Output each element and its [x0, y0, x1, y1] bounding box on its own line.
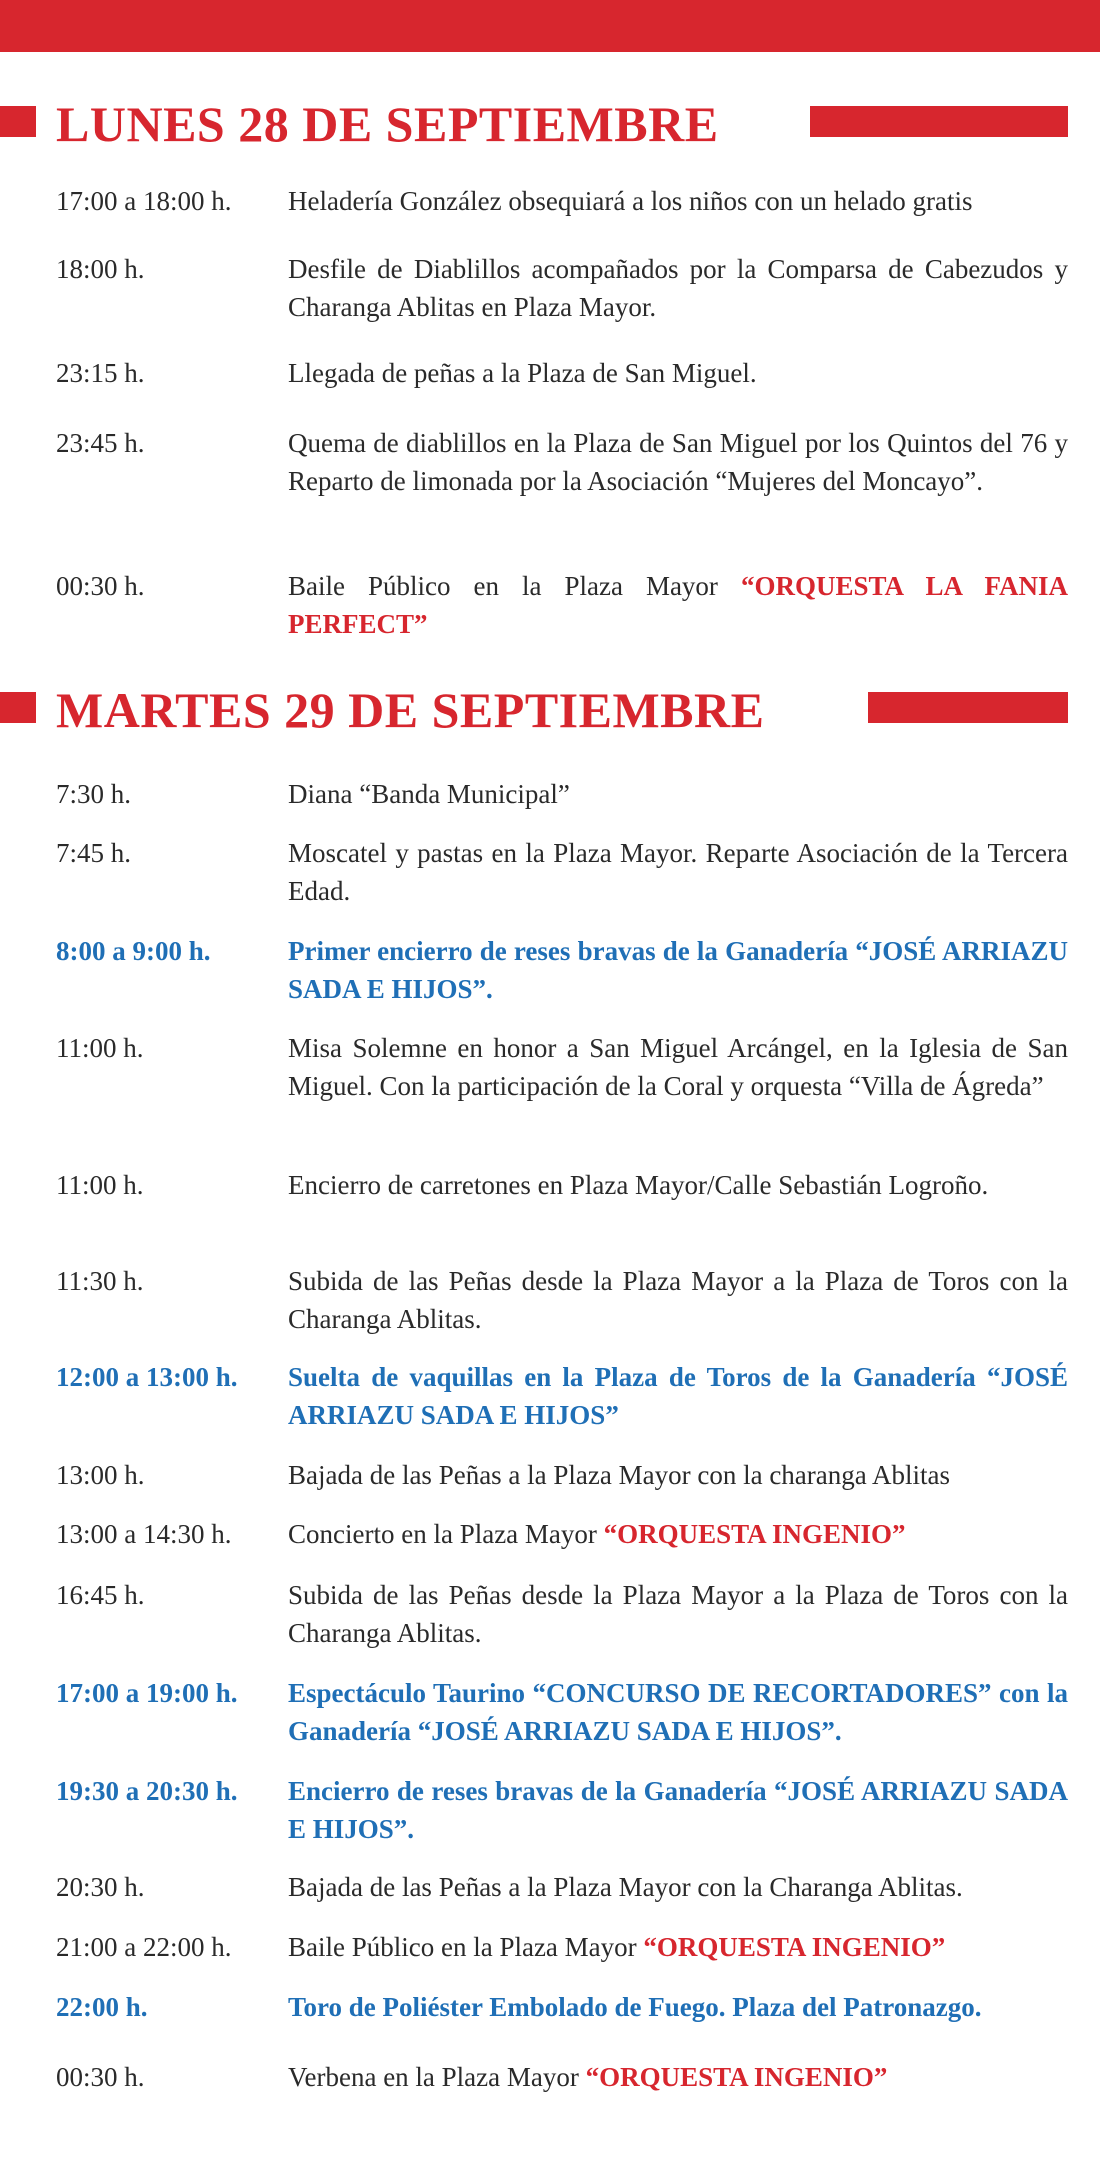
event-time: 23:15 h.	[56, 358, 145, 388]
event-time: 16:45 h.	[56, 1580, 145, 1610]
event-description: Toro de Poliéster Embolado de Fuego. Plaza del Patronazgo.	[288, 1992, 982, 2022]
event-time: 18:00 h.	[56, 254, 145, 284]
header-right-bar	[810, 106, 1068, 137]
event-description: Heladería González obsequiará a los niños con un helado gratis	[288, 186, 973, 216]
event-description: Encierro de carretones en Plaza Mayor/Calle Sebastián Logroño.	[288, 1170, 989, 1200]
performer-name: “ORQUESTA LA FANIA PERFECT”	[288, 571, 1069, 639]
event-description: Primer encierro de reses bravas de la Ganadería “JOSÉ ARRIAZU SADA E HIJOS”.	[288, 936, 1068, 1004]
event-time: 00:30 h.	[56, 2062, 145, 2092]
event-description: Subida de las Peñas desde la Plaza Mayor a la Plaza de Toros con la Charanga Ablitas.	[288, 1266, 1068, 1334]
event-time: 7:30 h.	[56, 779, 132, 809]
event-time: 19:30 a 20:30 h.	[56, 1776, 238, 1806]
event-time: 00:30 h.	[56, 571, 145, 601]
top-banner-bar	[0, 0, 1100, 52]
event-time: 13:00 a 14:30 h.	[56, 1519, 232, 1549]
event-description: Misa Solemne en honor a San Miguel Arcángel, en la Iglesia de San Miguel. Con la participación de la Coral y orquesta “Villa de Ágreda”	[288, 1033, 1068, 1101]
event-description: Verbena en la Plaza Mayor “ORQUESTA INGENIO”	[288, 2062, 888, 2092]
event-time: 11:30 h.	[56, 1266, 144, 1296]
event-description: Baile Público en la Plaza Mayor “ORQUESTA INGENIO”	[288, 1932, 946, 1962]
event-description: Diana “Banda Municipal”	[288, 779, 570, 809]
event-time: 11:00 h.	[56, 1033, 144, 1063]
event-time: 17:00 a 18:00 h.	[56, 186, 232, 216]
event-time: 20:30 h.	[56, 1872, 145, 1902]
event-time: 17:00 a 19:00 h.	[56, 1678, 238, 1708]
event-time: 7:45 h.	[56, 838, 132, 868]
event-description: Bajada de las Peñas a la Plaza Mayor con la Charanga Ablitas.	[288, 1872, 963, 1902]
day-header-lunes	[0, 92, 1100, 156]
event-time: 11:00 h.	[56, 1170, 144, 1200]
event-description: Encierro de reses bravas de la Ganadería “JOSÉ ARRIAZU SADA E HIJOS”.	[288, 1776, 1068, 1844]
event-description: Bajada de las Peñas a la Plaza Mayor con la charanga Ablitas	[288, 1460, 951, 1490]
event-time: 8:00 a 9:00 h.	[56, 936, 211, 966]
event-description: Quema de diablillos en la Plaza de San Miguel por los Quintos del 76 y Reparto de limonada por la Asociación “Mujeres del Moncayo”.	[288, 428, 1068, 496]
day-header-martes	[0, 678, 1100, 742]
event-description: Subida de las Peñas desde la Plaza Mayor a la Plaza de Toros con la Charanga Ablitas.	[288, 1580, 1068, 1648]
event-description: Moscatel y pastas en la Plaza Mayor. Reparte Asociación de la Tercera Edad.	[288, 838, 1068, 906]
day-title: MARTES 29 DE SEPTIEMBRE	[56, 682, 765, 738]
event-time: 12:00 a 13:00 h.	[56, 1362, 238, 1392]
event-description: Concierto en la Plaza Mayor “ORQUESTA INGENIO”	[288, 1519, 906, 1549]
event-description: Espectáculo Taurino “CONCURSO DE RECORTADORES” con la Ganadería “JOSÉ ARRIAZU SADA E HIJOS”.	[288, 1678, 1068, 1746]
event-description: Desfile de Diablillos acompañados por la Comparsa de Cabezudos y Charanga Ablitas en Plaza Mayor.	[288, 254, 1068, 322]
event-time: 21:00 a 22:00 h.	[56, 1932, 232, 1962]
event-time: 22:00 h.	[56, 1992, 148, 2022]
event-description: Baile Público en la Plaza Mayor “ORQUESTA LA FANIA PERFECT”	[288, 571, 1069, 639]
day-title: LUNES 28 DE SEPTIEMBRE	[56, 96, 719, 152]
performer-name: “ORQUESTA INGENIO”	[603, 1519, 906, 1549]
performer-name: “ORQUESTA INGENIO”	[585, 2062, 888, 2092]
event-time: 13:00 h.	[56, 1460, 145, 1490]
event-description: Llegada de peñas a la Plaza de San Miguel.	[288, 358, 757, 388]
header-left-bar	[0, 692, 36, 723]
event-time: 23:45 h.	[56, 428, 145, 458]
header-left-bar	[0, 106, 36, 137]
event-description: Suelta de vaquillas en la Plaza de Toros de la Ganadería “JOSÉ ARRIAZU SADA E HIJOS”	[288, 1362, 1068, 1430]
header-right-bar	[868, 692, 1068, 723]
performer-name: “ORQUESTA INGENIO”	[643, 1932, 946, 1962]
